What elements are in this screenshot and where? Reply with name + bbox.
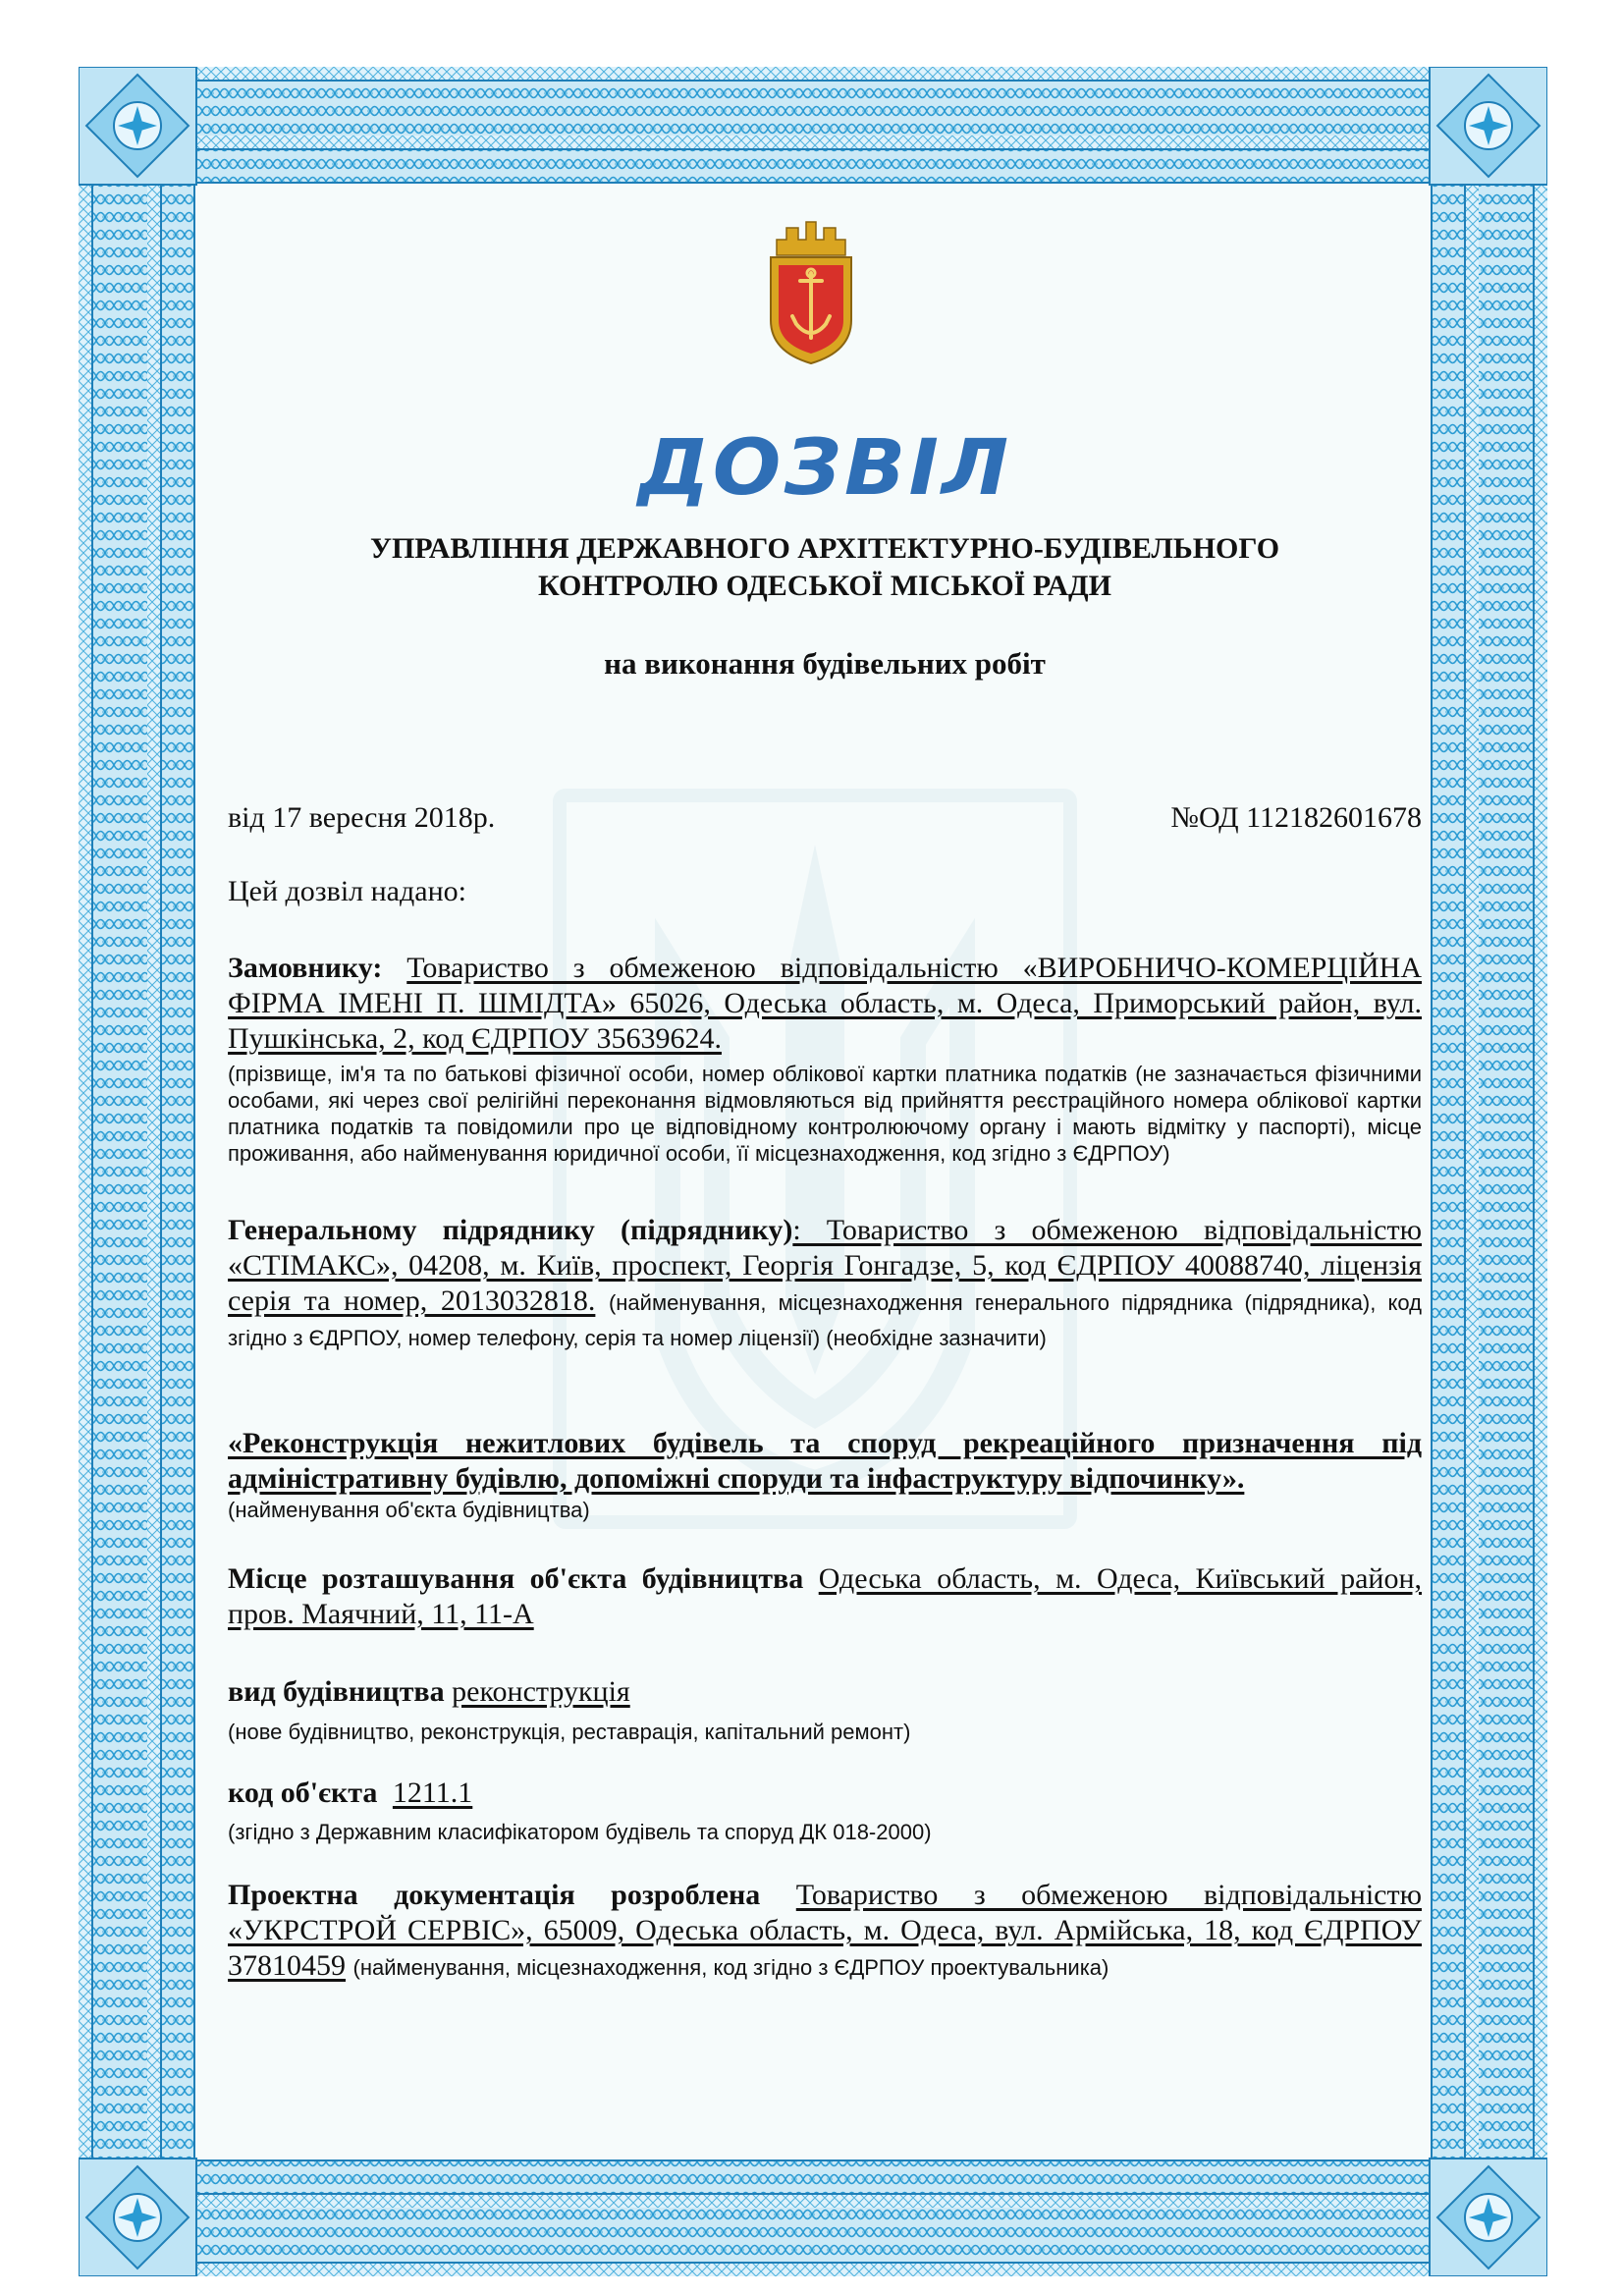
permit-number: №ОД 112182601678 <box>1170 801 1422 834</box>
design-block <box>228 1878 1422 1984</box>
granted-line: Цей дозвіл надано: <box>228 875 466 907</box>
corner-ornament-tr <box>1430 67 1547 185</box>
date-number-row <box>228 800 1422 836</box>
object-code-block <box>228 1776 1422 1811</box>
contractor-value: : Товариство з обмеженою відповідальністю «СТІМАКС», 04208, м. Київ, проспект, Георгія Гонгадзе, 5, код ЄДРПОУ 40088740, ліцензія серія та номер, 2013032818. <box>228 1214 1422 1317</box>
design-value: Товариство з обмеженою відповідальністю «УКРСТРОЙ СЕРВІС», 65009, Одеська область, м. Одеса, вул. Армійська, 18, код ЄДРПОУ 37810459 <box>228 1879 1423 1982</box>
design-note: (найменування, місцезнаходження, код згідно з ЄДРПОУ проектувальника) <box>352 1955 1109 1980</box>
location-label: Місце розташування об'єкта будівництва <box>228 1562 804 1595</box>
corner-ornament-br <box>1430 2159 1547 2276</box>
permit-date: від 17 вересня 2018р. <box>228 801 496 834</box>
construction-type-value: реконструкція <box>452 1675 630 1708</box>
contractor-block <box>228 1213 1422 1354</box>
contractor-note: (найменування, місцезнаходження генерального підрядника (підрядника), код згідно з ЄДРПОУ, номер телефону, серія та номер ліцензії) (необхідне зазначити) <box>228 1290 1422 1350</box>
design-label: Проектна документація розроблена <box>228 1879 761 1911</box>
issuer-line-1: УПРАВЛІННЯ ДЕРЖАВНОГО АРХІТЕКТУРНО-БУДІВЕЛЬНОГО <box>369 532 1280 565</box>
object-code-note: (згідно з Державним класифікатором будівель та споруд ДК 018-2000) <box>228 1820 932 1844</box>
customer-value: Товариство з обмеженою відповідальністю «ВИРОБНИЧО-КОМЕРЦІЙНА ФІРМА ІМЕНІ П. ШМІДТА» 65026, Одеська область, м. Одеса, Приморський район, вул. Пушкінська, 2, код ЄДРПОУ 35639624. <box>228 952 1423 1055</box>
construction-type-note: (нове будівництво, реконструкція, реставрація, капітальний ремонт) <box>228 1720 911 1744</box>
document-title: ДОЗВІЛ <box>637 424 1012 513</box>
location-block <box>228 1561 1422 1632</box>
odesa-coat-of-arms-icon <box>763 218 859 365</box>
customer-block <box>228 951 1422 1057</box>
construction-type-label: вид будівництва <box>228 1675 445 1708</box>
permit-subtitle: на виконання будівельних робіт <box>604 646 1046 681</box>
object-block <box>228 1426 1422 1497</box>
contractor-label: Генеральному підряднику (підряднику) <box>228 1214 793 1246</box>
location-value: Одеська область, м. Одеса, Київський район, пров. Маячний, 11, 11-А <box>228 1562 1422 1630</box>
corner-ornament-tl <box>79 67 196 185</box>
construction-type-block <box>228 1674 1422 1710</box>
customer-note: (прізвище, ім'я та по батькові фізичної особи, номер облікової картки платника податків (не зазначається фізичними особами, які через свої релігійні переконання відмовляються від прийняття реєстраційного номера облікової картки платника податків та повідомили про це відповідному контролюючому органу і мають відмітку у паспорті), місце проживання, або найменування юридичної особи, її місцезнаходження, код згідно з ЄДРПОУ) <box>228 1062 1422 1166</box>
corner-ornament-bl <box>79 2159 196 2276</box>
object-code-label: код об'єкта <box>228 1777 378 1809</box>
issuer-line-2: КОНТРОЛЮ ОДЕСЬКОЇ МІСЬКОЇ РАДИ <box>538 570 1111 602</box>
customer-label: Замовнику: <box>228 952 383 984</box>
object-code-value: 1211.1 <box>392 1777 473 1809</box>
object-note: (найменування об'єкта будівництва) <box>228 1498 590 1522</box>
object-name: «Реконструкція нежитлових будівель та споруд рекреаційного призначення під адміністративну будівлю, допоміжні споруди та інфаструктуру відпочинку». <box>228 1427 1422 1495</box>
